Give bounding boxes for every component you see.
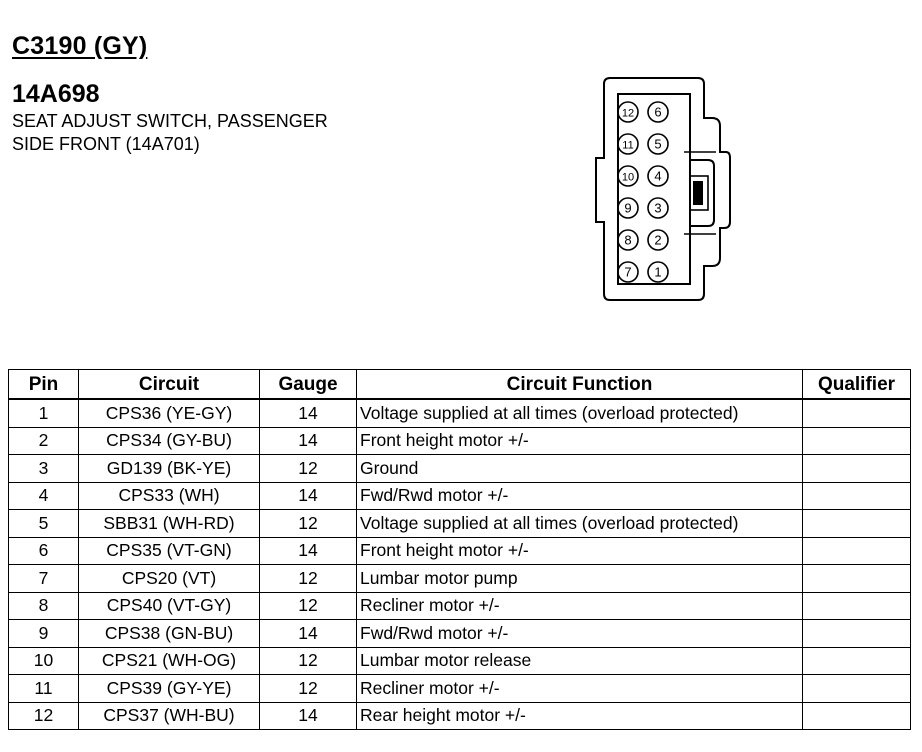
cell-circuit: CPS21 (WH-OG) (79, 647, 260, 675)
cell-circuit: CPS40 (VT-GY) (79, 592, 260, 620)
cell-circuit-function: Voltage supplied at all times (overload protected) (357, 510, 803, 538)
cell-gauge: 12 (260, 510, 357, 538)
cell-circuit: CPS34 (GY-BU) (79, 427, 260, 455)
cell-gauge: 12 (260, 675, 357, 703)
cell-pin: 1 (9, 399, 79, 427)
cell-qualifier (803, 647, 911, 675)
cell-pin: 6 (9, 537, 79, 565)
cell-circuit-function: Ground (357, 455, 803, 483)
pin-number-label: 9 (624, 200, 632, 216)
cell-gauge: 14 (260, 427, 357, 455)
pin-table (8, 369, 911, 730)
cell-circuit-function: Front height motor +/- (357, 537, 803, 565)
cell-qualifier (803, 427, 911, 455)
cell-circuit-function: Rear height motor +/- (357, 702, 803, 730)
connector-id-title: C3190 (GY) (12, 32, 148, 60)
cell-gauge: 12 (260, 565, 357, 593)
table-row (9, 620, 911, 648)
cell-qualifier (803, 675, 911, 703)
table-row (9, 565, 911, 593)
cell-circuit-function: Recliner motor +/- (357, 592, 803, 620)
pin-number-label: 10 (621, 171, 635, 184)
cell-gauge: 12 (260, 455, 357, 483)
cell-circuit-function: Lumbar motor pump (357, 565, 803, 593)
pin-number-label: 8 (624, 232, 632, 248)
cell-qualifier (803, 565, 911, 593)
cell-pin: 7 (9, 565, 79, 593)
pin-number-label: 12 (621, 107, 635, 120)
pin-number-label: 2 (654, 232, 662, 248)
pin-number-label: 5 (654, 136, 662, 152)
cell-pin: 11 (9, 675, 79, 703)
table-row (9, 482, 911, 510)
cell-qualifier (803, 537, 911, 565)
cell-gauge: 14 (260, 620, 357, 648)
connector-housing-outline (596, 78, 730, 300)
table-row (9, 675, 911, 703)
table-row (9, 510, 911, 538)
cell-pin: 8 (9, 592, 79, 620)
connector-face-diagram (580, 72, 740, 317)
cell-pin: 2 (9, 427, 79, 455)
cell-qualifier (803, 702, 911, 730)
cell-circuit: CPS36 (YE-GY) (79, 399, 260, 427)
cell-qualifier (803, 592, 911, 620)
cell-circuit: CPS37 (WH-BU) (79, 702, 260, 730)
table-row (9, 455, 911, 483)
cell-qualifier (803, 510, 911, 538)
cell-pin: 4 (9, 482, 79, 510)
cell-gauge: 12 (260, 647, 357, 675)
table-row (9, 427, 911, 455)
pin-number-label: 3 (654, 200, 662, 216)
cell-circuit-function: Fwd/Rwd motor +/- (357, 620, 803, 648)
header-circuit-function: Circuit Function (357, 370, 803, 400)
cell-gauge: 14 (260, 399, 357, 427)
description-line-2: SIDE FRONT (14A701) (12, 134, 200, 154)
cell-qualifier (803, 482, 911, 510)
pin-number-label: 7 (624, 264, 632, 280)
cell-circuit-function: Voltage supplied at all times (overload protected) (357, 399, 803, 427)
cell-qualifier (803, 620, 911, 648)
part-number: 14A698 (12, 80, 100, 108)
header-qualifier: Qualifier (803, 370, 911, 400)
pin-number-label: 6 (654, 104, 662, 120)
pin-number-label: 4 (654, 168, 662, 184)
cell-circuit: SBB31 (WH-RD) (79, 510, 260, 538)
description-line-1: SEAT ADJUST SWITCH, PASSENGER (12, 111, 328, 131)
cell-qualifier (803, 455, 911, 483)
cell-pin: 9 (9, 620, 79, 648)
cell-circuit: CPS33 (WH) (79, 482, 260, 510)
cell-pin: 5 (9, 510, 79, 538)
header-circuit: Circuit (79, 370, 260, 400)
cell-gauge: 14 (260, 482, 357, 510)
cell-pin: 10 (9, 647, 79, 675)
cell-circuit-function: Lumbar motor release (357, 647, 803, 675)
table-row (9, 537, 911, 565)
cell-gauge: 14 (260, 537, 357, 565)
cell-circuit-function: Recliner motor +/- (357, 675, 803, 703)
header-gauge: Gauge (260, 370, 357, 400)
cell-circuit: CPS20 (VT) (79, 565, 260, 593)
cell-gauge: 14 (260, 702, 357, 730)
pin-number-label: 1 (654, 264, 662, 280)
table-row (9, 592, 911, 620)
table-row (9, 399, 911, 427)
cell-pin: 12 (9, 702, 79, 730)
cell-circuit-function: Fwd/Rwd motor +/- (357, 482, 803, 510)
table-row (9, 647, 911, 675)
cell-qualifier (803, 399, 911, 427)
cell-circuit: CPS39 (GY-YE) (79, 675, 260, 703)
table-row (9, 702, 911, 730)
cell-circuit: CPS35 (VT-GN) (79, 537, 260, 565)
cell-circuit-function: Front height motor +/- (357, 427, 803, 455)
table-header-row (9, 370, 911, 400)
cell-circuit: GD139 (BK-YE) (79, 455, 260, 483)
cell-circuit: CPS38 (GN-BU) (79, 620, 260, 648)
cell-gauge: 12 (260, 592, 357, 620)
pin-number-label: 11 (622, 139, 634, 152)
cell-pin: 3 (9, 455, 79, 483)
header-pin: Pin (9, 370, 79, 400)
